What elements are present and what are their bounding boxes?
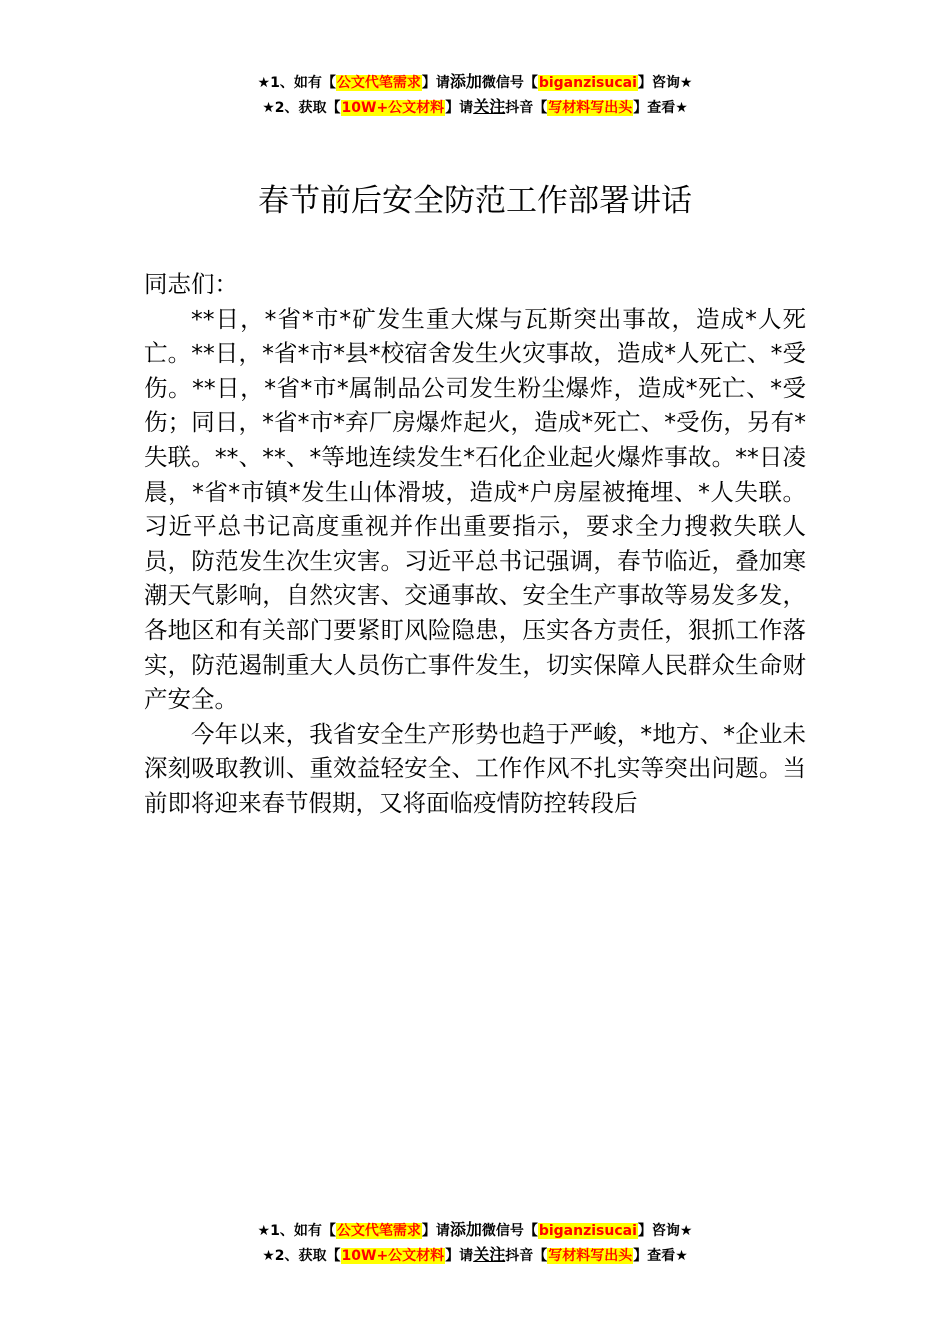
banner-line-2 — [0, 95, 950, 120]
banner-highlight: 公文代笔需求 — [336, 1223, 421, 1239]
banner-highlight: biganzisucai — [538, 75, 637, 91]
banner-text: 】请 — [445, 100, 474, 116]
banner-text: ★1、如有【 — [257, 1223, 336, 1239]
banner-text: 】请 — [421, 75, 450, 91]
banner-highlight: 10W+公文材料 — [341, 100, 445, 116]
banner-emphasis: 添加 — [449, 72, 482, 91]
body-paragraph: **日，*省*市*矿发生重大煤与瓦斯突出事故，造成*人死亡。**日，*省*市*县*校宿舍发生火灾事故，造成*人死亡、*受伤。**日，*省*市*属制品公司发生粉尘爆炸，造成*死亡、*受伤；同日，*省*市*弃厂房爆炸起火，造成*死亡、*受伤，另有*失联。**、**、*等地连续发生*石化企业起火爆炸事故。**日凌晨，*省*市镇*发生山体滑坡，造成*户房屋被掩埋、*人失联。习近平总书记高度重视并作出重要指示，要求全力搜救失联人员，防范发生次生灾害。习近平总书记强调，春节临近，叠加寒潮天气影响，自然灾害、交通事故、安全生产事故等易发多发，各地区和有关部门要紧盯风险隐患，压实各方责任，狠抓工作落实，防范遏制重大人员伤亡事件发生，切实保障人民群众生命财产安全。 — [144, 304, 806, 714]
banner-emphasis: 添加 — [449, 1220, 482, 1239]
banner-text: 微信号【 — [481, 1223, 538, 1239]
banner-text: ★1、如有【 — [257, 75, 336, 91]
document-title: 春节前后安全防范工作部署讲话 — [258, 183, 692, 219]
banner-text: 】查看★ — [633, 100, 688, 116]
banner-line-2 — [0, 1243, 950, 1268]
banner-line-1 — [0, 70, 950, 95]
body-paragraph: 今年以来，我省安全生产形势也趋于严峻，*地方、*企业未深刻吸取教训、重效益轻安全、工作作风不扎实等突出问题。当前即将迎来春节假期，又将面临疫情防控转段后 — [144, 719, 806, 817]
banner-emphasis: 关注 — [473, 97, 506, 116]
footer-banner — [0, 1218, 950, 1268]
document-body — [144, 267, 806, 821]
banner-line-1 — [0, 1218, 950, 1243]
banner-highlight: 公文代笔需求 — [336, 75, 421, 91]
banner-text: 】请 — [421, 1223, 450, 1239]
header-banner — [0, 70, 950, 120]
banner-text: 】查看★ — [633, 1248, 688, 1264]
banner-text: 】咨询★ — [637, 1223, 693, 1239]
banner-text: 】咨询★ — [637, 75, 693, 91]
banner-emphasis: 关注 — [473, 1245, 506, 1264]
banner-highlight: 写材料写出头 — [548, 100, 633, 116]
banner-highlight: 10W+公文材料 — [341, 1248, 445, 1264]
salutation: 同志们： — [144, 270, 238, 298]
banner-highlight: biganzisucai — [538, 1223, 637, 1239]
banner-text: 】请 — [445, 1248, 474, 1264]
banner-text: 微信号【 — [481, 75, 538, 91]
banner-text: ★2、获取【 — [262, 100, 341, 116]
banner-text: 抖音【 — [505, 1248, 548, 1264]
banner-text: ★2、获取【 — [262, 1248, 341, 1264]
banner-highlight: 写材料写出头 — [548, 1248, 633, 1264]
banner-text: 抖音【 — [505, 100, 548, 116]
